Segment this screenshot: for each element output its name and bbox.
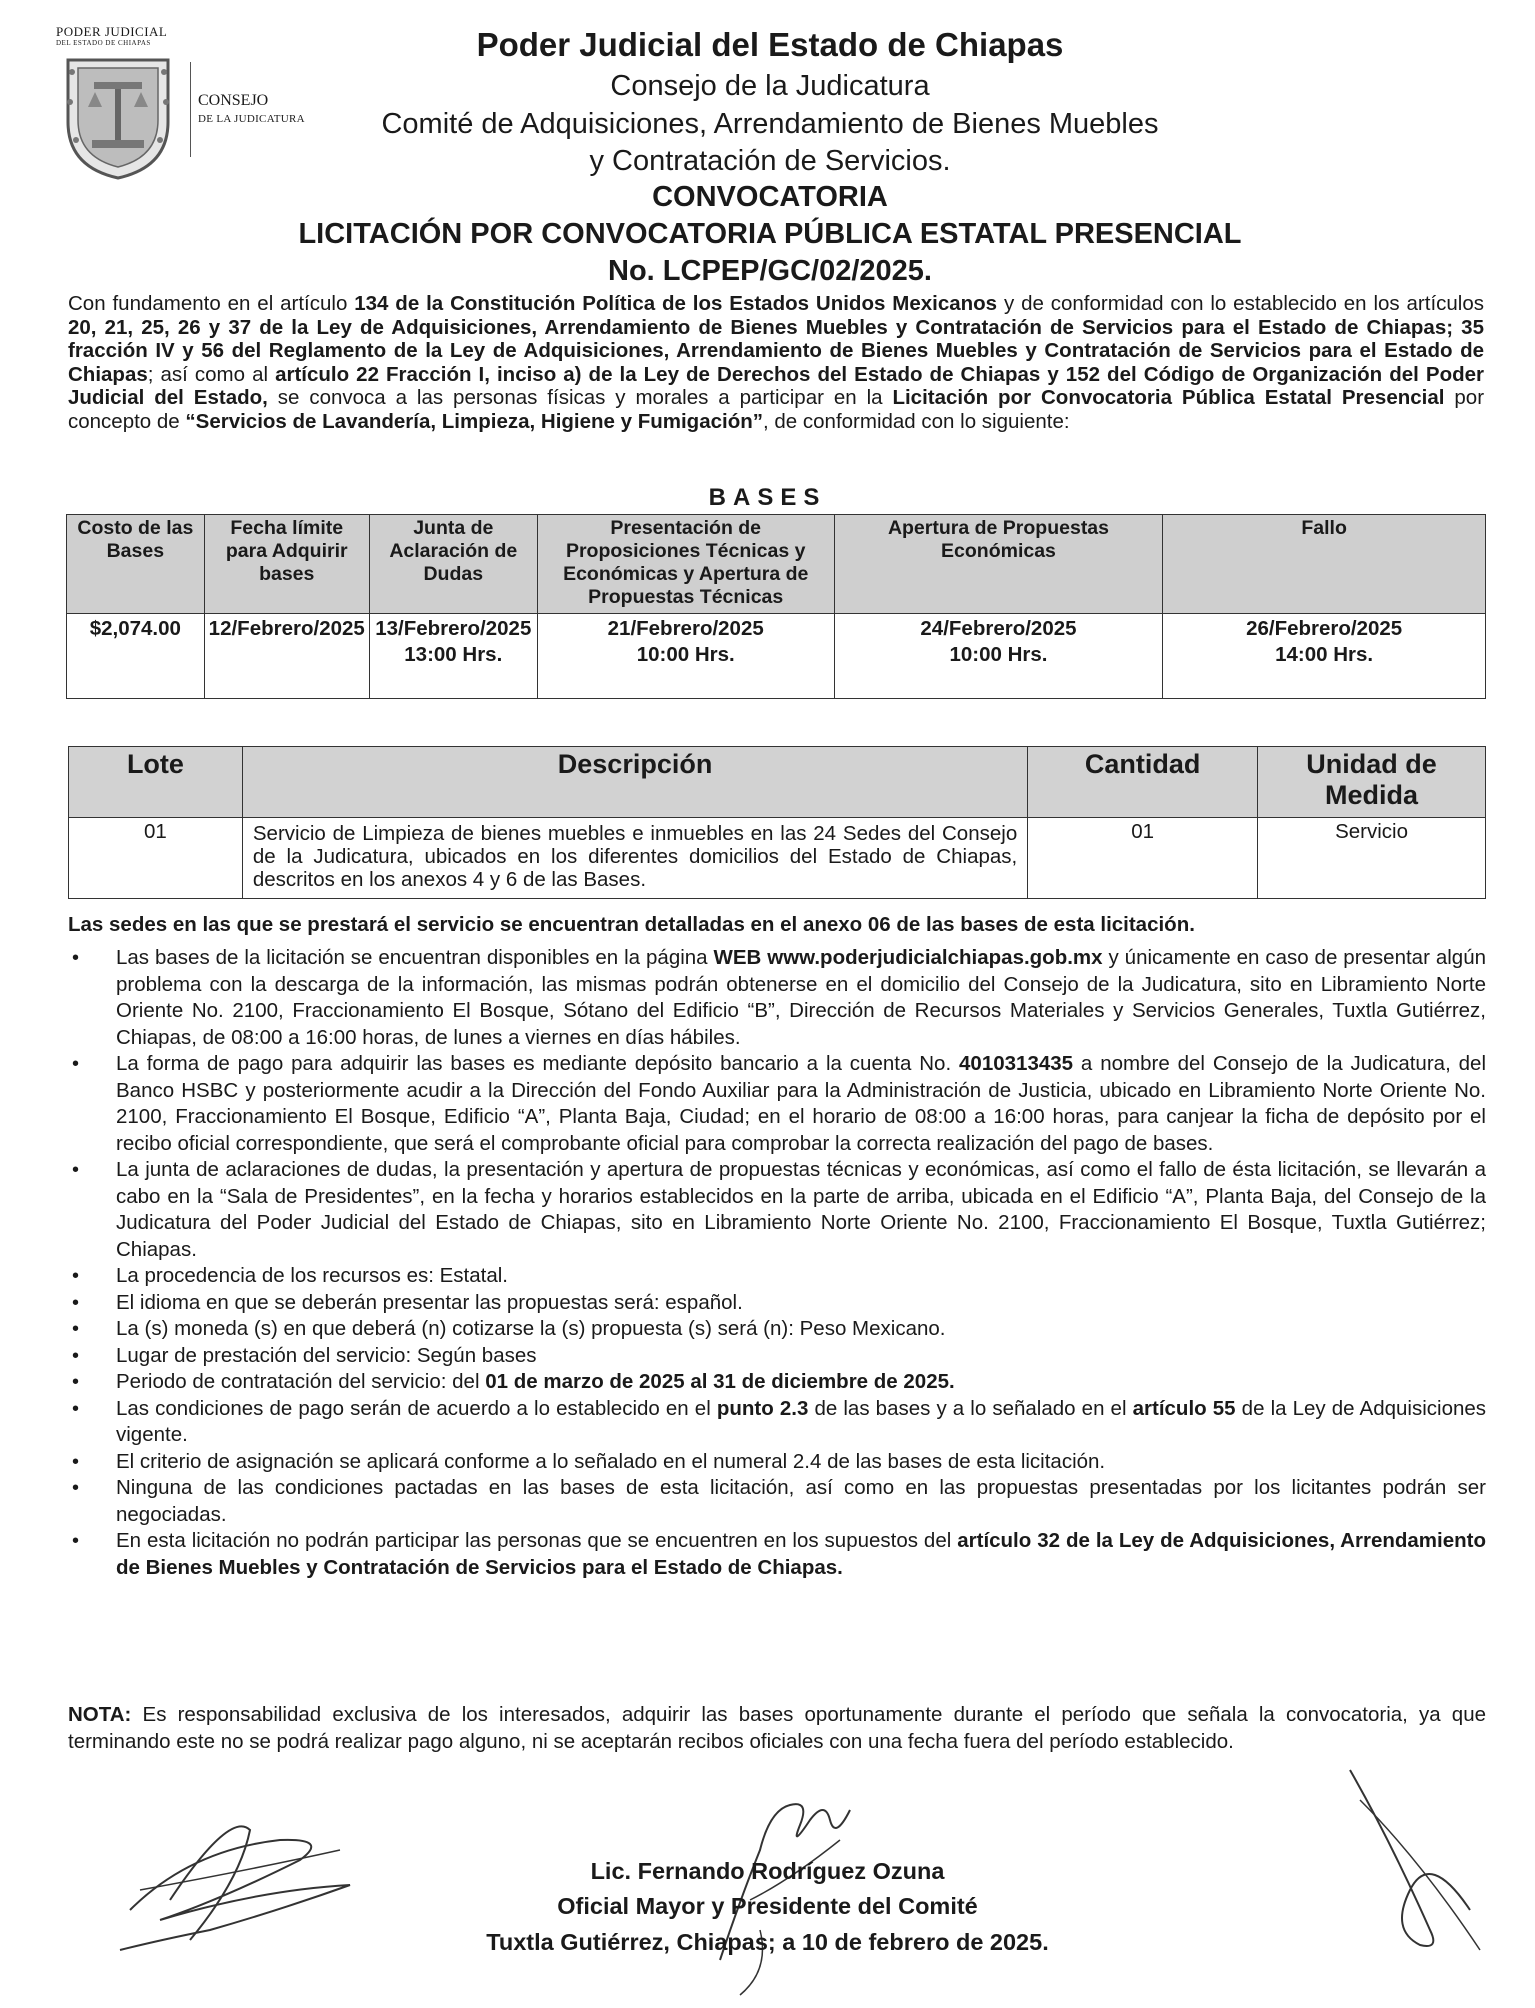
list-item [68,1051,1486,1157]
logo-line-2: DEL ESTADO DE CHIAPAS [56,39,151,47]
signature-place-date: Tuxtla Gutiérrez, Chiapas; a 10 de febrero de 2025. [486,1929,1049,1955]
intro-bold-5: “Servicios de Lavandería, Limpieza, Higiene y Fumigación” [185,409,763,433]
header-line-3: Comité de Adquisiciones, Arrendamiento de Bienes Muebles [381,108,1159,140]
header-convocatoria: CONVOCATORIA [652,181,888,213]
nota-text: Es responsabilidad exclusiva de los interesados, adquirir las bases oportunamente durante el período que señala la convocatoria, ya que terminando este no se podrá realizar pago alguno, ni se aceptarán recibos oficiales con una fecha fuera del período establecido. [68,1703,1486,1753]
intro-text-4: se convoca a las personas físicas y morales a participar en la [267,386,893,409]
list-text: La forma de pago para adquirir las bases es mediante depósito bancario a la cuenta No. [116,1052,960,1075]
intro-bold-1: 134 de la Constitución Política de los Estados Unidos Mexicanos [354,292,998,315]
bases-cell-apertura [834,614,1163,699]
coat-of-arms-icon [58,52,178,182]
lote-table-row [69,818,1486,899]
logo-judicatura: DE LA JUDICATURA [198,113,305,125]
conditions-list [68,945,1486,1581]
cell-line: 26/Febrero/2025 [1246,617,1403,640]
intro-bold-2: 20, 21, 25, 26 y 37 de la Ley de Adquisiciones, Arrendamiento de Bienes Muebles y Contratación de Servicios para el Estado de Chiapas; 35 fracción IV y 56 del Reglamento de la Ley de Adquisiciones, Arrendamiento de Bienes Muebles y Contratación de Servicios para el Estado de Chiapas [68,315,1484,386]
list-text: de las bases y a lo señalado en el [808,1396,1133,1420]
list-bold: artículo 55 [1132,1396,1236,1420]
list-text: y únicamente en caso de presentar algún problema con la descarga de la información, las mismas podrán obtenerse en el domicilio del Consejo de la Judicatura, sito en Libramiento Norte Oriente No. 2100, Fraccionamiento El Bosque, Sótano del Edificio “B”, Dirección de Recursos Materiales y Servicios Generales, Tuxtla Gutiérrez, Chiapas, de 08:00 a 16:00 horas, de lunes a viernes en días hábiles. [116,946,1486,1049]
bases-title: BASES [708,484,827,511]
header-licitacion: LICITACIÓN POR CONVOCATORIA PÚBLICA ESTATAL PRESENCIAL [298,218,1242,250]
list-bold: WEB www.poderjudicialchiapas.gob.mx [713,946,1103,969]
sedes-note: Las sedes en las que se prestará el servicio se encuentran detalladas en el anexo 06 de las bases de esta licitación. [68,913,1195,936]
cell-line: 12/Febrero/2025 [208,617,365,640]
nota-paragraph [68,1702,1486,1755]
lote-header-unidad: Unidad de Medida [1258,747,1486,818]
intro-text-6: , de conformidad con lo siguiente: [763,409,1070,433]
cell-line: 13:00 Hrs. [404,643,503,666]
list-item: • El criterio de asignación se aplicará conforme a lo señalado en el numeral 2.4 de las bases de esta licitación. [68,1449,1486,1476]
list-bold: punto 2.3 [716,1396,809,1420]
list-text: Periodo de contratación del servicio: del [116,1370,486,1393]
intro-bold-3: artículo 22 Fracción I, inciso a) de la Ley de Derechos del Estado de Chiapas y 152 del Código de Organización del Poder Judicial del Estado, [68,362,1484,409]
list-item: • Ninguna de las condiciones pactadas en las bases de esta licitación, así como en las propuestas presentadas por los licitantes podrán ser negociadas. [68,1475,1486,1528]
bases-header-fecha-limite: Fecha límite para Adquirir bases [204,515,369,614]
list-bold: artículo 32 de la Ley de Adquisiciones, Arrendamiento de Bienes Muebles y Contratación de Servicios para el Estado de Chiapas. [116,1529,1486,1579]
bases-cell-costo [67,614,205,699]
logo-divider [190,62,191,157]
header-line-4: y Contratación de Servicios. [589,145,951,177]
bases-header-costo: Costo de las Bases [67,515,205,614]
lote-table-header-row [69,747,1486,818]
logo-consejo: CONSEJO [198,92,269,109]
intro-paragraph [68,292,1484,433]
cell-line: 14:00 Hrs. [1275,643,1374,666]
intro-text-2: y de conformidad con lo establecido en los artículos [997,292,1484,315]
list-text: a nombre del Consejo de la Judicatura, del Banco HSBC y posteriormente acudir a la Dirección del Fondo Auxiliar para la Administración de Justicia, ubicado en Libramiento Norte Oriente No. 2100, Fraccionamiento El Bosque, Edificio “A”, Planta Baja, Ciudad; en el horario de 08:00 a 16:00 horas, para canjear la ficha de depósito por el recibo oficial correspondiente, que será el comprobante oficial para comprobar la correcta realización del pago de bases. [116,1052,1487,1155]
list-item [68,945,1486,1051]
list-text: Las condiciones de pago serán de acuerdo a lo establecido en el [116,1396,717,1420]
intro-text-1: Con fundamento en el artículo [68,292,355,315]
list-bold: 01 de marzo de 2025 al 31 de diciembre de 2025. [485,1370,955,1393]
lote-cell-descripcion: Servicio de Limpieza de bienes muebles e inmuebles en las 24 Sedes del Consejo de la Judicatura, ubicados en los diferentes domicilios del Estado de Chiapas, descritos en los anexos 4 y 6 de las Bases. [242,818,1027,899]
list-text: de la Ley de Adquisiciones vigente. [116,1396,1487,1446]
cell-line: 13/Febrero/2025 [375,617,532,640]
list-item: • El idioma en que se deberán presentar las propuestas será: español. [68,1290,1486,1317]
header-title: Poder Judicial del Estado de Chiapas [476,26,1064,63]
header-numero: No. LCPEP/GC/02/2025. [608,255,932,287]
bases-header-fallo: Fallo [1163,515,1486,614]
cell-line: 21/Febrero/2025 [607,617,764,640]
signatory-position: Oficial Mayor y Presidente del Comité [557,1893,978,1919]
cell-line: 10:00 Hrs. [636,643,735,666]
list-text: En esta licitación no podrán participar las personas que se encuentren en los supuestos del [116,1529,958,1552]
intro-text-3: ; así como al [147,362,276,386]
bases-table-row [67,614,1486,699]
lote-header-lote: Lote [69,747,243,818]
bases-cell-presentacion [537,614,834,699]
signature-scribble-center [700,1780,880,2000]
bases-cell-junta [369,614,537,699]
cell-line: $2,074.00 [89,617,181,640]
list-bold: 4010313435 [959,1052,1074,1075]
list-item: • La procedencia de los recursos es: Estatal. [68,1263,1486,1290]
lote-cell-cantidad: 01 [1028,818,1258,899]
bases-header-apertura: Apertura de Propuestas Económicas [834,515,1163,614]
list-item: • La junta de aclaraciones de dudas, la presentación y apertura de propuestas técnicas y económicas, así como el fallo de ésta licitación, se llevarán a cabo en la “Sala de Presidentes”, en la fecha y horarios establecidos en la parte de arriba, ubicada en el Edificio “A”, Planta Baja, del Consejo de la Judicatura del Poder Judicial del Estado de Chiapas, sito en Libramiento Norte Oriente No. 2100, Fraccionamiento El Bosque, Tuxtla Gutiérrez; Chiapas. [68,1157,1486,1263]
lote-cell-unidad: Servicio [1258,818,1486,899]
cell-line: 10:00 Hrs. [949,643,1048,666]
signatory-name: Lic. Fernando Rodríguez Ozuna [590,1858,945,1884]
bases-table [66,514,1486,699]
lote-header-descripcion: Descripción [242,747,1027,818]
header-line-2: Consejo de la Judicatura [610,70,930,102]
bases-header-junta: Junta de Aclaración de Dudas [369,515,537,614]
logo-line-1: PODER JUDICIAL [56,24,168,39]
nota-label: NOTA: [68,1703,132,1726]
bases-header-presentacion: Presentación de Proposiciones Técnicas y Económicas y Apertura de Propuestas Técnicas [537,515,834,614]
list-text: Las bases de la licitación se encuentran disponibles en la página [116,946,714,969]
lote-cell-lote: 01 [69,818,243,899]
bases-cell-fallo [1163,614,1486,699]
lote-table [68,746,1486,899]
intro-bold-4: Licitación por Convocatoria Pública Estatal Presencial [892,386,1445,409]
cell-line: 24/Febrero/2025 [920,617,1077,640]
list-item [68,1528,1486,1581]
bases-cell-fecha-limite [204,614,369,699]
list-item: • Lugar de prestación del servicio: Según bases [68,1343,1486,1370]
intro-text-5: por concepto de [68,386,1485,433]
list-item [68,1369,1486,1396]
list-item [68,1396,1486,1449]
bases-table-header-row [67,515,1486,614]
lote-header-cantidad: Cantidad [1028,747,1258,818]
list-item: • La (s) moneda (s) en que deberá (n) cotizarse la (s) propuesta (s) será (n): Peso Mexicano. [68,1316,1486,1343]
